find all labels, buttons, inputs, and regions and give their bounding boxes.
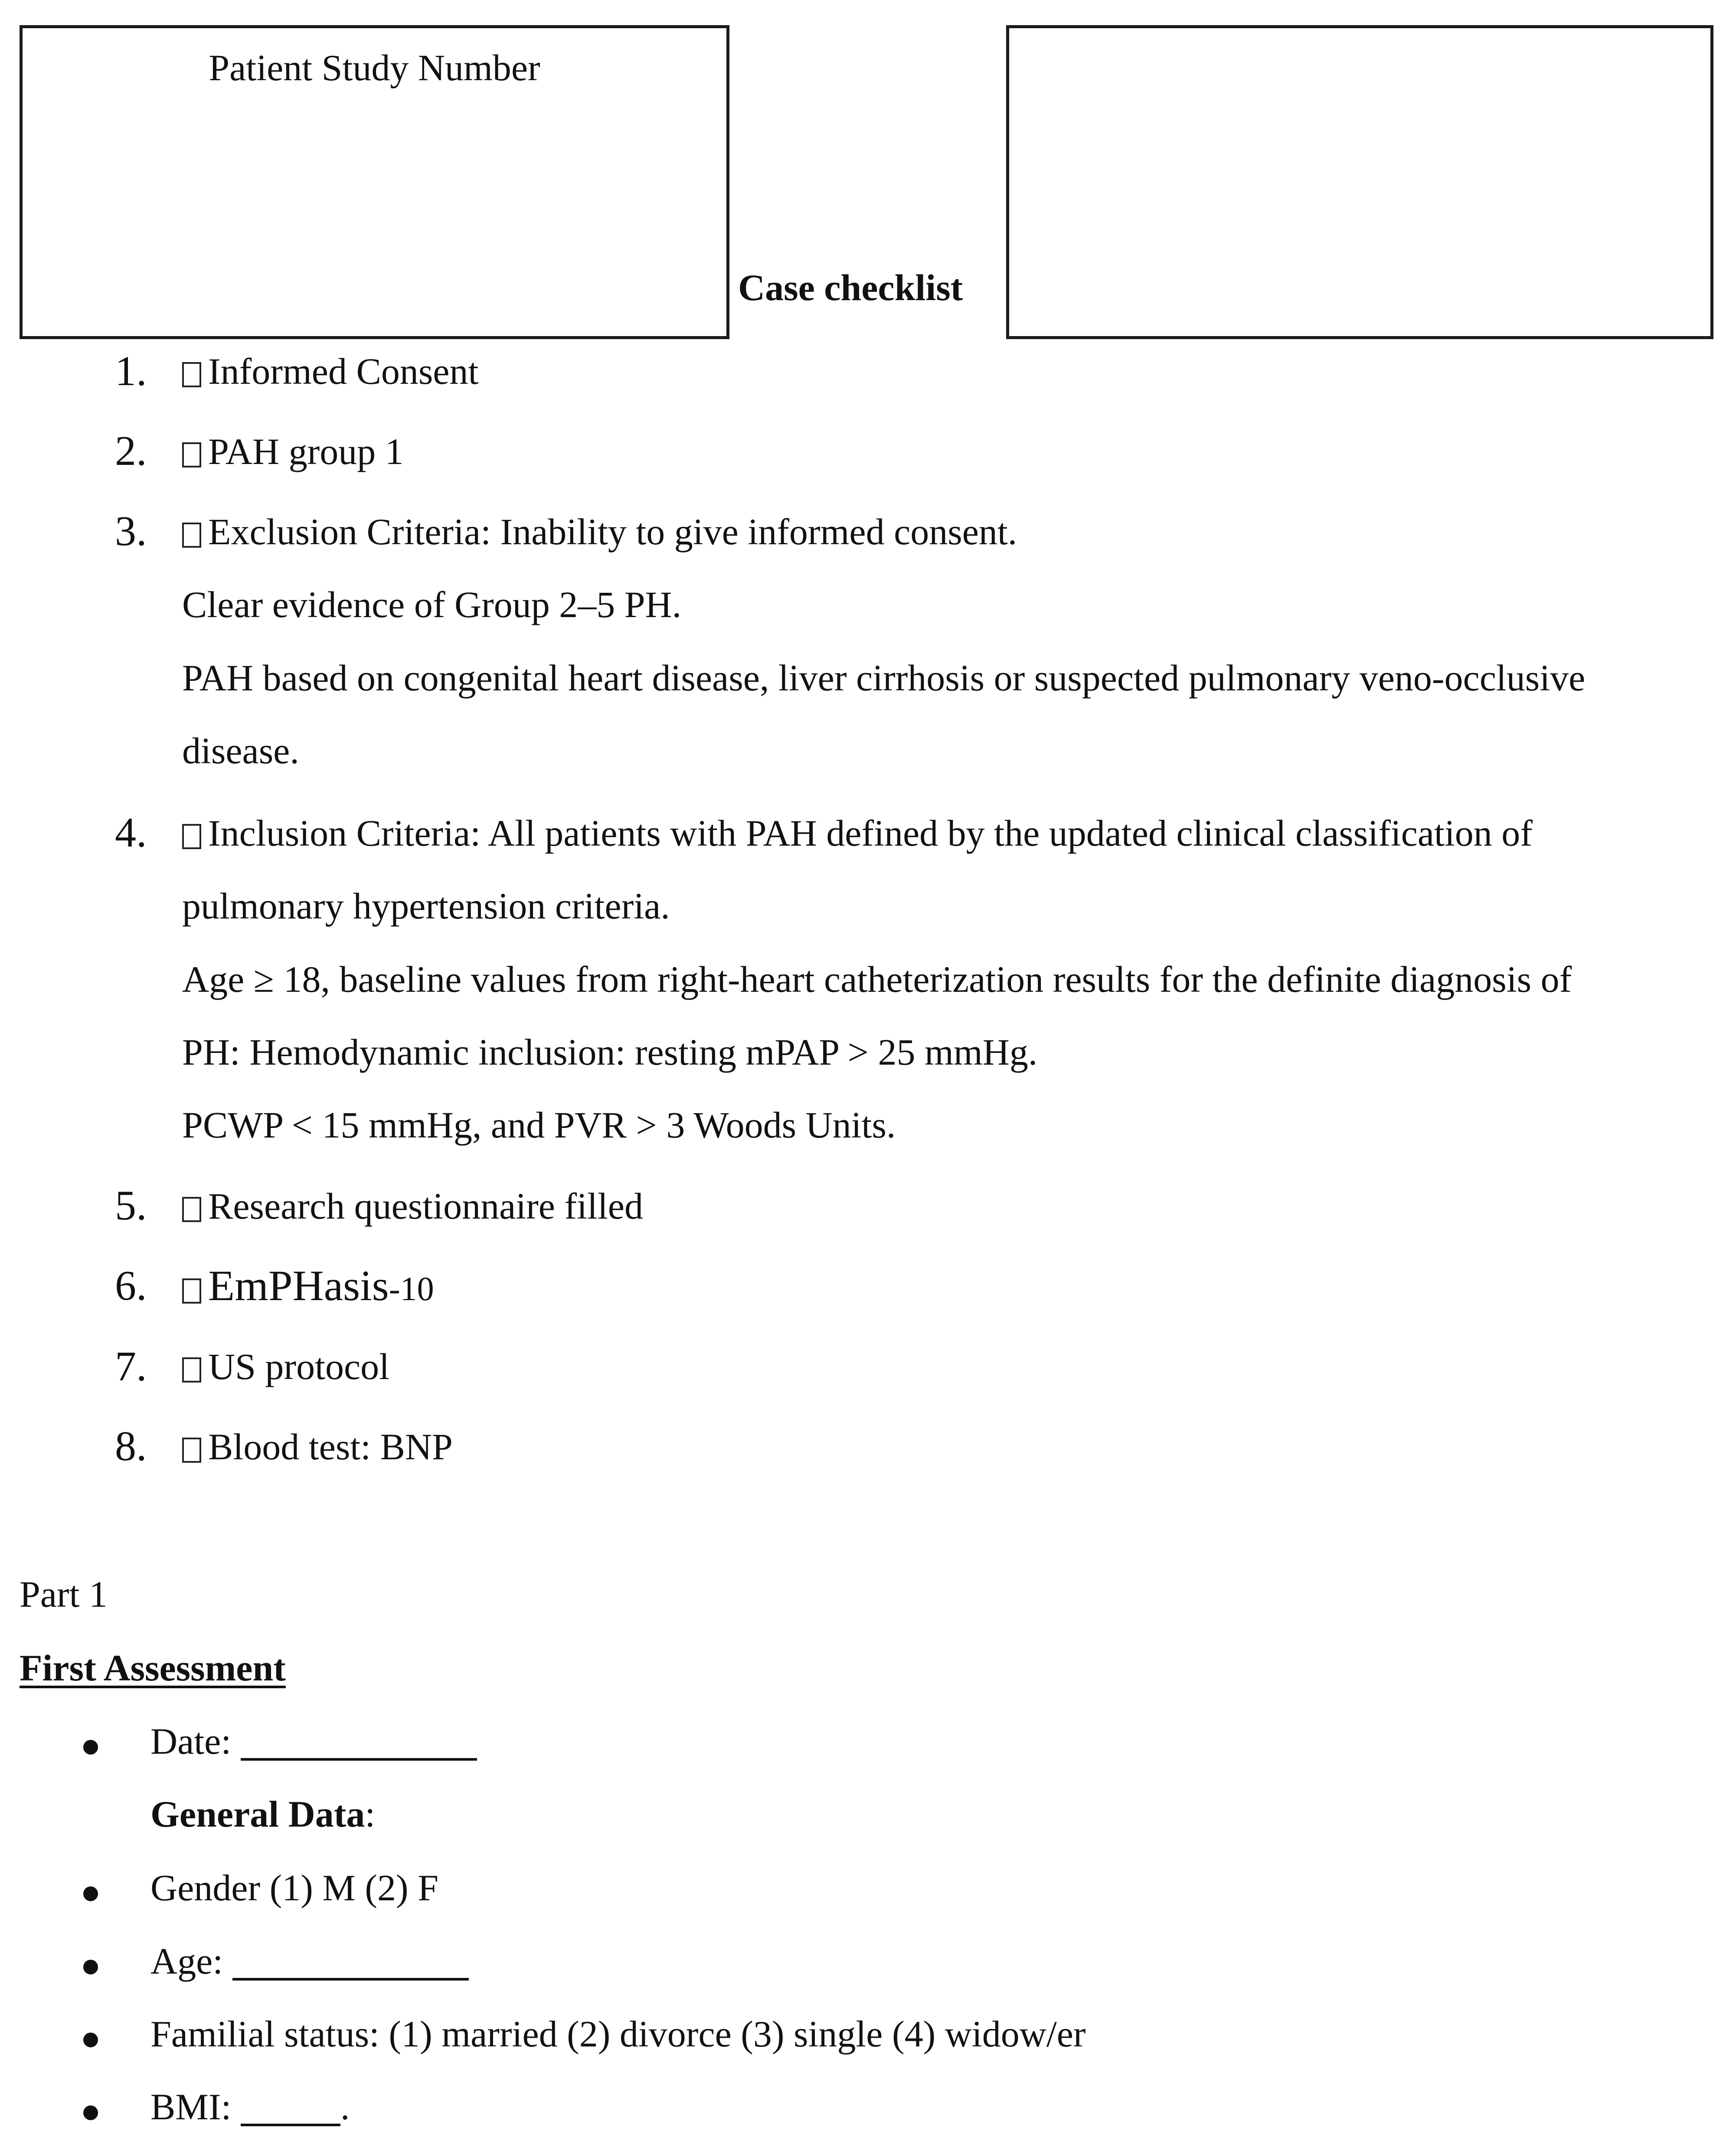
checklist-item-continuation: PCWP < 15 mmHg, and PVR > 3 Woods Units.	[182, 1104, 896, 1146]
checklist-item-text: Informed Consent	[208, 350, 479, 392]
list-number-8: 8.	[115, 1423, 147, 1470]
checklist-item-us-protocol	[182, 1344, 389, 1389]
checklist-item-text: Inclusion Criteria: All patients with PAH defined by the updated clinical classification of	[208, 812, 1533, 854]
checkbox-5[interactable]	[182, 1197, 201, 1222]
bullet-dot	[83, 1740, 98, 1755]
bullet-dot	[83, 2105, 98, 2120]
date-label: Date:	[150, 1720, 232, 1762]
checkbox-4[interactable]	[182, 824, 201, 849]
familial-status-line: Familial status: (1) married (2) divorce (3) single (4) widow/er	[150, 2013, 1086, 2055]
checkbox-8[interactable]	[182, 1438, 201, 1463]
checklist-item-continuation: Clear evidence of Group 2–5 PH.	[182, 584, 682, 625]
patient-study-number-label: Patient Study Number	[209, 47, 540, 88]
list-number-2: 2.	[115, 428, 147, 474]
bmi-period: .	[340, 2086, 350, 2128]
list-number-3: 3.	[115, 508, 147, 555]
checklist-item-text: Blood test: BNP	[208, 1426, 453, 1468]
checklist-item-continuation: disease.	[182, 730, 299, 771]
bmi-label: BMI:	[150, 2086, 232, 2128]
checklist-item-text: PAH group 1	[208, 431, 404, 472]
list-number-7: 7.	[115, 1343, 147, 1390]
checklist-item-continuation: Age ≥ 18, baseline values from right-heart catheterization results for the definite diagnosis of	[182, 958, 1572, 1000]
case-checklist-title: Case checklist	[738, 267, 963, 308]
age-line	[150, 1939, 469, 1984]
general-data-label: General Data	[150, 1793, 365, 1835]
part-label: Part 1	[20, 1573, 108, 1615]
checklist-item-continuation: PH: Hemodynamic inclusion: resting mPAP > 25 mmHg.	[182, 1031, 1038, 1073]
case-checklist-box[interactable]	[1006, 25, 1713, 339]
bmi-line	[150, 2085, 350, 2129]
checklist-item-emphasis-10	[182, 1260, 434, 1312]
checklist-item-text: Research questionnaire filled	[208, 1185, 643, 1227]
gender-line: Gender (1) M (2) F	[150, 1867, 438, 1909]
checklist-item-text: US protocol	[208, 1346, 390, 1387]
checkbox-6[interactable]	[182, 1278, 201, 1304]
list-number-5: 5.	[115, 1182, 147, 1229]
bmi-field[interactable]	[241, 2093, 340, 2126]
section-title: First Assessment	[20, 1647, 286, 1689]
bullet-dot	[83, 1886, 98, 1901]
checklist-item-suffix: -10	[389, 1270, 434, 1307]
checkbox-2[interactable]	[182, 442, 201, 467]
checklist-item-text: Exclusion Criteria: Inability to give informed consent.	[208, 511, 1017, 552]
list-number-4: 4.	[115, 809, 147, 856]
checklist-item-informed-consent	[182, 349, 478, 394]
checklist-item-pah-group	[182, 429, 404, 474]
checklist-item-text: EmPHasis	[208, 1262, 389, 1310]
checkbox-1[interactable]	[182, 362, 201, 387]
bullet-dot	[83, 1960, 98, 1974]
checklist-item-continuation: pulmonary hypertension criteria.	[182, 885, 670, 927]
list-number-6: 6.	[115, 1262, 147, 1309]
checklist-item-exclusion-criteria	[182, 510, 1017, 554]
age-label: Age:	[150, 1940, 223, 1982]
date-field[interactable]	[241, 1728, 477, 1761]
checklist-item-inclusion-criteria	[182, 811, 1533, 856]
list-number-1: 1.	[115, 348, 147, 395]
bullet-dot	[83, 2033, 98, 2047]
checklist-item-continuation: PAH based on congenital heart disease, liver cirrhosis or suspected pulmonary veno-occlusive	[182, 657, 1586, 699]
checklist-item-research-questionnaire	[182, 1184, 643, 1229]
date-line	[150, 1719, 477, 1764]
age-field[interactable]	[232, 1948, 469, 1981]
general-data-colon: :	[365, 1793, 376, 1835]
patient-study-number-box[interactable]	[20, 25, 729, 339]
general-data-heading	[150, 1792, 375, 1837]
checkbox-3[interactable]	[182, 523, 201, 548]
checklist-item-blood-test	[182, 1425, 453, 1469]
checkbox-7[interactable]	[182, 1357, 201, 1383]
